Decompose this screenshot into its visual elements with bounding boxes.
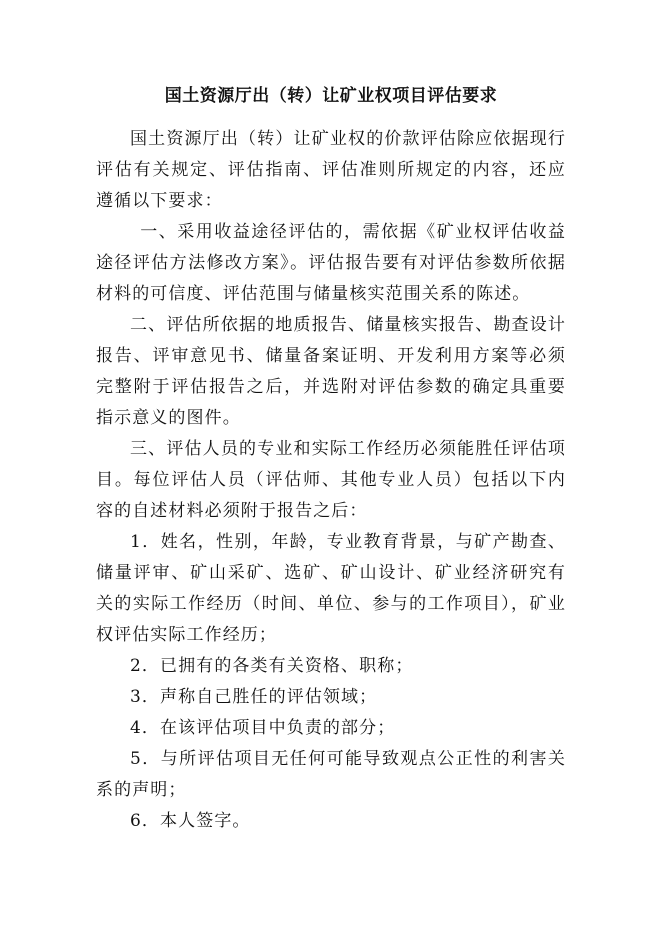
- document-title: 国土资源厅出（转）让矿业权项目评估要求: [164, 86, 498, 106]
- requirement-1-paragraph: 一、采用收益途径评估的，需依据《矿业权评估收益途径评估方法修改方案》。评估报告要有对评估参数所依据材料的可信度、评估范围与储量核实范围关系的陈述。: [96, 222, 566, 304]
- list-item-1: 1．姓名，性别，年龄，专业教育背景，与矿产勘查、储量评审、矿山采矿、选矿、矿山设计、矿业经济研究有关的实际工作经历（时间、单位、参与的工作项目），矿业权评估实际工作经历；: [96, 532, 566, 645]
- list-item-2: 2．已拥有的各类有关资格、职称；: [130, 656, 414, 676]
- list-item-3: 3．声称自己胜任的评估领域；: [130, 687, 378, 707]
- requirement-2-paragraph: 二、评估所依据的地质报告、储量核实报告、勘查设计报告、评审意见书、储量备案证明、开发利用方案等必须完整附于评估报告之后，并选附对评估参数的确定具重要指示意义的图件。: [96, 315, 566, 428]
- intro-paragraph: 国土资源厅出（转）让矿业权的价款评估除应依据现行评估有关规定、评估指南、评估准则所规定的内容，还应遵循以下要求：: [96, 129, 566, 211]
- requirement-3-paragraph: 三、评估人员的专业和实际工作经历必须能胜任评估项目。每位评估人员（评估师、其他专业人员）包括以下内容的自述材料必须附于报告之后：: [96, 439, 566, 521]
- list-item-6: 6．本人签字。: [130, 811, 251, 831]
- list-item-4: 4．在该评估项目中负责的部分；: [130, 718, 396, 738]
- list-item-5: 5．与所评估项目无任何可能导致观点公正性的利害关系的声明；: [96, 749, 566, 800]
